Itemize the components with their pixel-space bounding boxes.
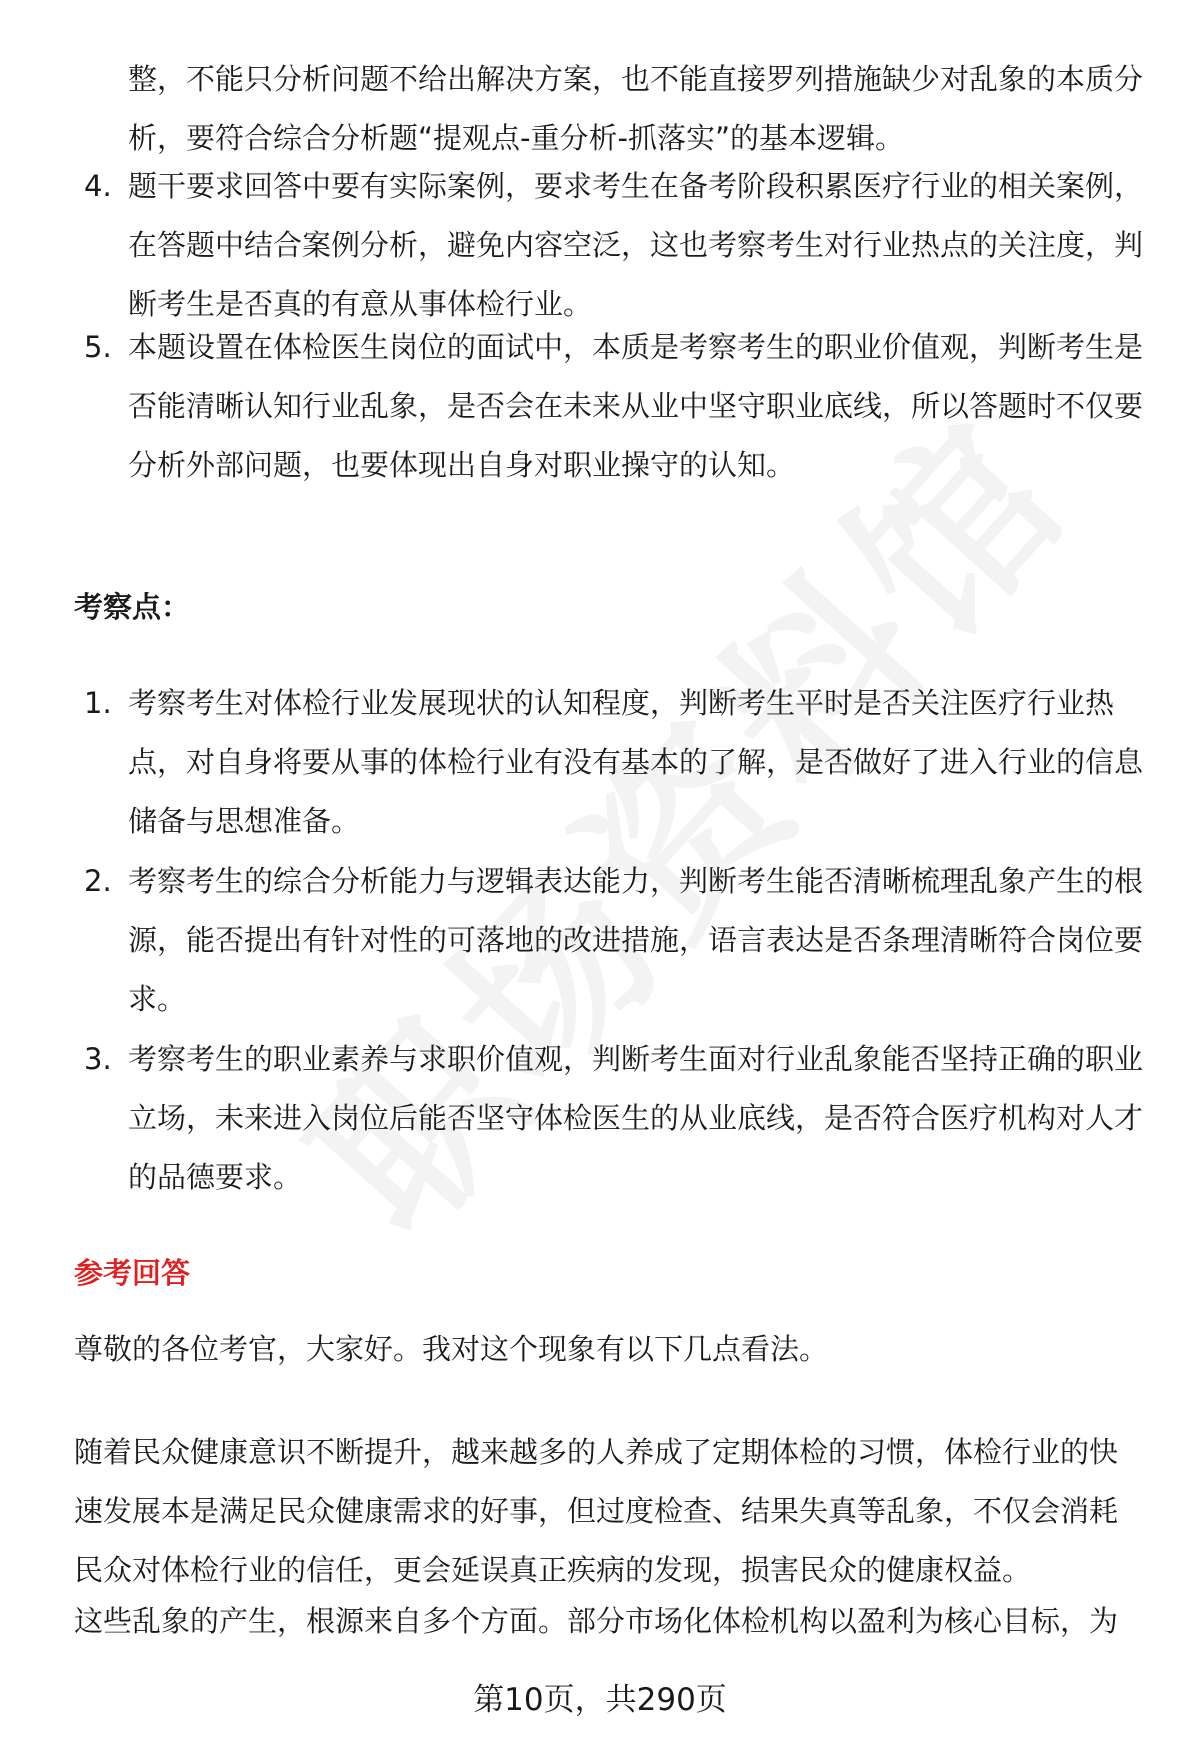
reference-heading: 参考回答 — [74, 1256, 191, 1290]
answer-paragraph: 尊敬的各位考官，大家好。我对这个现象有以下几点看法。 — [74, 1332, 829, 1366]
list-text: 题干要求回答中要有实际案例，要求考生在备考阶段积累医疗行业的相关案例，在答题中结合案例分析，避免内容空泛，这也考察考生对行业热点的关注度，判断考生是否真的有意从事体检行业。 — [128, 169, 1144, 321]
list-number: 5. — [84, 330, 112, 364]
list-text: 考察考生的综合分析能力与逻辑表达能力，判断考生能否清晰梳理乱象产生的根源，能否提出有针对性的可落地的改进措施，语言表达是否条理清晰符合岗位要求。 — [128, 864, 1144, 1016]
answer-paragraph: 随着民众健康意识不断提升，越来越多的人养成了定期体检的习惯，体检行业的快速发展本是满足民众健康需求的好事，但过度检查、结果失真等乱象，不仅会消耗民众对体检行业的信任，更会延误真正疾病的发现，损害民众的健康权益。 — [74, 1435, 1119, 1587]
list-text: 本题设置在体检医生岗位的面试中，本质是考察考生的职业价值观，判断考生是否能清晰认知行业乱象，是否会在未来从业中坚守职业底线，所以答题时不仅要分析外部问题，也要体现出自身对职业操守的认知。 — [128, 330, 1144, 482]
list-number: 3. — [84, 1042, 112, 1076]
list-text: 考察考生的职业素养与求职价值观，判断考生面对行业乱象能否坚持正确的职业立场，未来进入岗位后能否坚守体检医生的从业底线，是否符合医疗机构对人才的品德要求。 — [128, 1042, 1144, 1194]
list-number: 2. — [84, 864, 112, 898]
exam-points-heading: 考察点： — [74, 590, 191, 624]
list-text: 考察考生对体检行业发展现状的认知程度，判断考生平时是否关注医疗行业热点，对自身将要从事的体检行业有没有基本的了解，是否做好了进入行业的信息储备与思想准备。 — [128, 686, 1144, 838]
answer-paragraph: 这些乱象的产生，根源来自多个方面。部分市场化体检机构以盈利为核心目标，为 — [74, 1604, 1119, 1638]
continuation-paragraph: 整，不能只分析问题不给出解决方案，也不能直接罗列措施缺少对乱象的本质分析，要符合综合分析题“提观点-重分析-抓落实”的基本逻辑。 — [128, 62, 1144, 155]
page-number: 第10页，共290页 — [473, 1682, 727, 1718]
list-number: 1. — [84, 686, 112, 720]
list-number: 4. — [84, 169, 112, 203]
